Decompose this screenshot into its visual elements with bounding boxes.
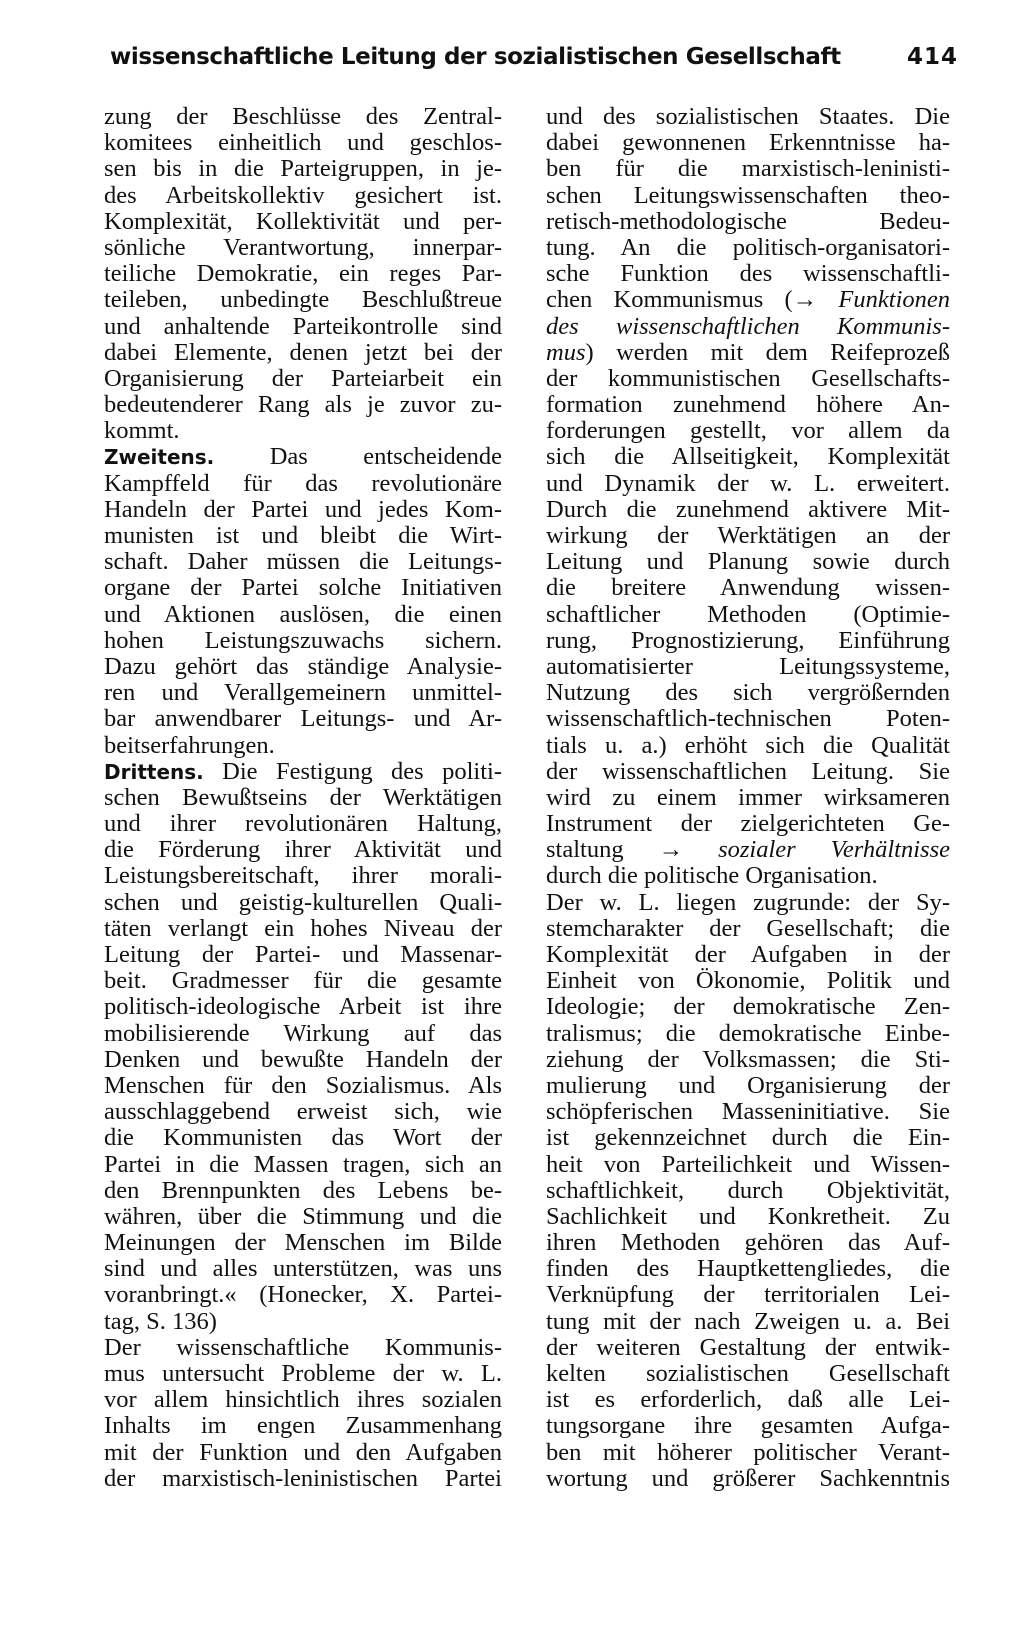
- text-line: [104, 1282, 502, 1308]
- text-line: [546, 1099, 950, 1125]
- text-segment: wirkung der Werktätigen an der: [546, 523, 950, 549]
- text-line: [104, 1335, 502, 1361]
- text-segment: tials u. a.) erhöht sich die Qualität: [546, 732, 950, 759]
- text-line: [104, 1152, 502, 1178]
- text-segment: staltung →: [546, 837, 719, 864]
- text-segment: wortung und größerer Sachkenntnis: [546, 1465, 950, 1492]
- text-line: [546, 104, 950, 130]
- text-line: [104, 759, 502, 785]
- text-line: [546, 1440, 950, 1466]
- text-segment: ben für die marxistisch-leninisti-: [546, 156, 950, 183]
- section-keyword: Drittens.: [104, 759, 204, 784]
- text-segment: währen, über die Stimmung und die: [104, 1203, 502, 1230]
- text-line: [104, 602, 502, 628]
- text-line: [104, 994, 502, 1020]
- text-line: [546, 366, 950, 392]
- text-line: [104, 785, 502, 811]
- text-line: [546, 183, 950, 209]
- text-line: [546, 628, 950, 654]
- text-segment: schaftlichkeit, durch Objektivität,: [546, 1177, 950, 1204]
- text-segment: ausschlaggebend erweist sich, wie: [104, 1099, 502, 1126]
- text-line: [546, 837, 950, 863]
- text-line: [104, 104, 502, 130]
- text-segment: automatisierter Leitungssysteme,: [546, 653, 950, 680]
- text-line: [546, 942, 950, 968]
- text-segment: chen Kommunismus (→: [546, 287, 839, 314]
- text-segment: Verknüpfung der territorialen Lei-: [546, 1282, 950, 1309]
- text-segment: Organisierung der Parteiarbeit ein: [104, 365, 502, 392]
- text-line: [104, 733, 502, 759]
- text-line: [546, 1073, 950, 1099]
- text-segment: und ihrer revolutionären Haltung,: [104, 811, 502, 838]
- text-line: [546, 261, 950, 287]
- text-segment: bar anwendbarer Leitungs- und Ar-: [104, 706, 502, 733]
- text-segment: forderungen gestellt, vor allem da: [546, 418, 950, 445]
- text-segment: täten verlangt ein hohes Niveau der: [104, 915, 502, 942]
- text-segment: ) werden mit dem Reifeprozeß: [585, 339, 950, 366]
- text-segment: stemcharakter der Gesellschaft; die: [546, 915, 950, 942]
- text-line: [104, 183, 502, 209]
- text-line: [546, 1178, 950, 1204]
- text-segment: wissenschaftlich-technischen Poten-: [546, 706, 950, 733]
- text-line: [546, 654, 950, 680]
- text-line: [104, 1125, 502, 1151]
- cross-reference: des wissenschaftlichen Kommunis-: [546, 313, 950, 340]
- text-line: [104, 1204, 502, 1230]
- text-line: [104, 575, 502, 601]
- text-segment: mus untersucht Probleme der w. L.: [104, 1361, 502, 1387]
- text-line: [546, 785, 950, 811]
- text-line: [546, 1021, 950, 1047]
- text-segment: schen Leitungswissenschaften theo-: [546, 182, 950, 209]
- text-segment: teileben, unbedingte Beschlußtreue: [104, 287, 502, 314]
- text-line: [546, 811, 950, 837]
- text-line: [546, 130, 950, 156]
- text-line: [546, 1152, 950, 1178]
- text-line: [546, 575, 950, 601]
- text-line: [546, 1204, 950, 1230]
- text-segment: der marxistisch-leninistischen Partei: [104, 1465, 502, 1492]
- text-line: [104, 863, 502, 889]
- text-line: [546, 1387, 950, 1413]
- text-segment: schaft. Daher müssen die Leitungs-: [104, 549, 502, 576]
- text-segment: Nutzung des sich vergrößernden: [546, 680, 950, 707]
- text-line: [104, 1021, 502, 1047]
- text-segment: tag, S. 136): [104, 1308, 217, 1335]
- text-line: [546, 549, 950, 575]
- text-segment: Der w. L. liegen zugrunde: der Sy-: [546, 889, 950, 916]
- text-segment: ziehung der Volksmassen; die Sti-: [546, 1046, 950, 1073]
- text-segment: ren und Verallgemeinern unmittel-: [104, 680, 502, 707]
- text-line: [104, 916, 502, 942]
- text-line: [104, 654, 502, 680]
- text-segment: tung. An die politisch-organisatori-: [546, 234, 950, 261]
- text-segment: Das entscheidende: [214, 444, 502, 471]
- text-segment: hohen Leistungszuwachs sichern.: [104, 627, 502, 654]
- text-line: [546, 235, 950, 261]
- text-line: [104, 1309, 502, 1335]
- text-line: [104, 366, 502, 392]
- text-segment: Sachlichkeit und Konkretheit. Zu: [546, 1203, 950, 1230]
- text-segment: organe der Partei solche Initiativen: [104, 575, 502, 602]
- cross-reference: mus: [546, 339, 586, 366]
- text-line: [546, 1047, 950, 1073]
- text-line: [104, 1099, 502, 1125]
- text-segment: Instrument der zielgerichteten Ge-: [546, 811, 950, 838]
- text-segment: sich die Allseitigkeit, Komplexität: [546, 444, 950, 471]
- text-segment: komitees einheitlich und geschlos-: [104, 130, 502, 157]
- text-line: [546, 287, 950, 313]
- text-segment: finden des Hauptkettengliedes, die: [546, 1256, 950, 1283]
- text-line: [104, 287, 502, 313]
- text-line: [104, 1047, 502, 1073]
- text-segment: Inhalts im engen Zusammenhang: [104, 1413, 502, 1440]
- text-line: [546, 523, 950, 549]
- text-line: [546, 1466, 950, 1492]
- text-line: [546, 706, 950, 732]
- text-segment: Leitung der Partei- und Massenar-: [104, 942, 502, 968]
- text-line: [104, 1256, 502, 1282]
- text-segment: Komplexität der Aufgaben in der: [546, 942, 950, 968]
- text-line: [546, 497, 950, 523]
- text-segment: und anhaltende Parteikontrolle sind: [104, 313, 502, 340]
- text-segment: die breitere Anwendung wissen-: [546, 575, 950, 602]
- text-line: [546, 1256, 950, 1282]
- text-segment: dabei Elemente, denen jetzt bei der: [104, 339, 502, 366]
- text-segment: Menschen für den Sozialismus. Als: [104, 1072, 502, 1099]
- text-segment: zung der Beschlüsse des Zentral-: [104, 104, 502, 130]
- text-line: [104, 1387, 502, 1413]
- text-segment: schöpferischen Masseninitiative. Sie: [546, 1099, 950, 1126]
- text-line: [104, 968, 502, 994]
- text-segment: die Förderung ihrer Aktivität und: [104, 837, 502, 864]
- text-line: [546, 444, 950, 470]
- text-segment: Dazu gehört das ständige Analysie-: [104, 653, 502, 680]
- text-segment: Die Festigung des politi-: [203, 758, 502, 785]
- text-line: [104, 811, 502, 837]
- text-segment: ben mit höherer politischer Verant-: [546, 1439, 950, 1466]
- text-line: [104, 890, 502, 916]
- text-line: [546, 314, 950, 340]
- text-segment: Ideologie; der demokratische Zen-: [546, 994, 950, 1021]
- text-line: [104, 1361, 502, 1387]
- text-segment: der weiteren Gestaltung der entwik-: [546, 1334, 950, 1361]
- text-line: [546, 156, 950, 182]
- text-segment: und Dynamik der w. L. erweitert.: [546, 470, 950, 497]
- text-segment: ist es erforderlich, daß alle Lei-: [546, 1387, 950, 1414]
- text-line: [104, 549, 502, 575]
- text-line: [546, 340, 950, 366]
- page-number: 414: [906, 44, 958, 70]
- text-segment: wird zu einem immer wirksameren: [546, 784, 950, 811]
- text-segment: bedeutenderer Rang als je zuvor zu-: [104, 392, 502, 419]
- text-line: [104, 209, 502, 235]
- text-segment: schaftlicher Methoden (Optimie-: [546, 601, 950, 628]
- text-segment: vor allem hinsichtlich ihres sozialen: [104, 1387, 502, 1414]
- text-segment: formation zunehmend höhere An-: [546, 392, 950, 419]
- text-segment: retisch-methodologische Bedeu-: [546, 208, 950, 235]
- text-line: [104, 523, 502, 549]
- text-line: [104, 1413, 502, 1439]
- text-line: [104, 418, 502, 444]
- text-segment: tralismus; die demokratische Einbe-: [546, 1020, 950, 1047]
- text-line: [104, 156, 502, 182]
- text-line: [546, 1413, 950, 1439]
- text-segment: Partei in die Massen tragen, sich an: [104, 1151, 502, 1178]
- text-line: [104, 942, 502, 968]
- text-line: [104, 1230, 502, 1256]
- text-line: [104, 706, 502, 732]
- left-text-column: [104, 104, 502, 1492]
- text-segment: tungsorgane ihre gesamten Aufga-: [546, 1413, 950, 1440]
- text-segment: Denken und bewußte Handeln der: [104, 1046, 502, 1073]
- text-segment: Leitung und Planung sowie durch: [546, 549, 950, 576]
- text-segment: die Kommunisten das Wort der: [104, 1125, 502, 1152]
- text-line: [546, 1282, 950, 1308]
- text-line: [546, 1230, 950, 1256]
- text-segment: beitserfahrungen.: [104, 732, 275, 759]
- text-line: [104, 1440, 502, 1466]
- text-segment: dabei gewonnenen Erkenntnisse ha-: [546, 130, 950, 157]
- text-segment: mit der Funktion und den Aufgaben: [104, 1439, 502, 1466]
- text-line: [546, 1125, 950, 1151]
- text-line: [104, 837, 502, 863]
- text-line: [104, 130, 502, 156]
- text-line: [546, 916, 950, 942]
- text-segment: munisten ist und bleibt die Wirt-: [104, 523, 502, 549]
- text-segment: Handeln der Partei und jedes Kom-: [104, 496, 502, 523]
- text-segment: politisch-ideologische Arbeit ist ihre: [104, 994, 502, 1021]
- text-segment: Einheit von Ökonomie, Politik und: [546, 968, 950, 995]
- text-line: [104, 1466, 502, 1492]
- text-line: [546, 863, 950, 889]
- cross-reference: Funktionen: [838, 287, 950, 314]
- text-line: [104, 444, 502, 470]
- running-header-title: wissenschaftliche Leitung der sozialistischen Gesellschaft: [110, 44, 841, 70]
- text-line: [104, 497, 502, 523]
- text-segment: Durch die zunehmend aktivere Mit-: [546, 496, 950, 523]
- running-header: [110, 44, 958, 84]
- text-line: [104, 680, 502, 706]
- text-line: [546, 209, 950, 235]
- text-segment: tung mit der nach Zweigen u. a. Bei: [546, 1308, 950, 1335]
- text-segment: teiliche Demokratie, ein reges Par-: [104, 261, 502, 288]
- text-segment: Komplexität, Kollektivität und per-: [104, 208, 502, 235]
- text-segment: und Aktionen auslösen, die einen: [104, 601, 502, 628]
- text-segment: sind und alles unterstützen, was uns: [104, 1256, 502, 1283]
- text-line: [546, 1335, 950, 1361]
- text-segment: rung, Prognostizierung, Einführung: [546, 627, 950, 654]
- text-segment: voranbringt.« (Honecker, X. Partei-: [104, 1282, 502, 1309]
- text-segment: Der wissenschaftliche Kommunis-: [104, 1334, 502, 1361]
- text-line: [104, 1178, 502, 1204]
- text-line: [546, 1361, 950, 1387]
- text-segment: der wissenschaftlichen Leitung. Sie: [546, 758, 950, 785]
- text-segment: beit. Gradmesser für die gesamte: [104, 968, 502, 995]
- text-line: [104, 314, 502, 340]
- text-segment: Kampffeld für das revolutionäre: [104, 470, 502, 497]
- text-line: [104, 471, 502, 497]
- text-segment: der kommunistischen Gesellschafts-: [546, 365, 950, 392]
- text-segment: Meinungen der Menschen im Bilde: [104, 1230, 502, 1257]
- text-line: [104, 392, 502, 418]
- text-segment: ihren Methoden gehören das Auf-: [546, 1230, 950, 1257]
- cross-reference: sozialer Verhältnisse: [718, 837, 950, 864]
- text-segment: sche Funktion des wissenschaftli-: [546, 261, 950, 288]
- text-segment: heit von Parteilichkeit und Wissen-: [546, 1151, 950, 1178]
- text-segment: schen Bewußtseins der Werktätigen: [104, 784, 502, 811]
- text-line: [546, 680, 950, 706]
- text-segment: schen und geistig-kulturellen Quali-: [104, 889, 502, 916]
- text-line: [546, 392, 950, 418]
- text-line: [546, 968, 950, 994]
- text-line: [546, 418, 950, 444]
- text-line: [546, 602, 950, 628]
- text-segment: mulierung und Organisierung der: [546, 1072, 950, 1099]
- text-segment: kommt.: [104, 418, 180, 445]
- text-segment: durch die politische Organisation.: [546, 863, 878, 890]
- section-keyword: Zweitens.: [104, 445, 215, 470]
- text-line: [546, 994, 950, 1020]
- right-text-column: [546, 104, 950, 1492]
- text-line: [546, 890, 950, 916]
- text-line: [546, 759, 950, 785]
- text-segment: und des sozialistischen Staates. Die: [546, 104, 950, 130]
- text-line: [104, 340, 502, 366]
- text-line: [104, 1073, 502, 1099]
- text-segment: sönliche Verantwortung, innerpar-: [104, 234, 502, 261]
- text-line: [546, 471, 950, 497]
- text-segment: Leistungsbereitschaft, ihrer morali-: [104, 863, 502, 890]
- text-segment: den Brennpunkten des Lebens be-: [104, 1177, 502, 1204]
- text-line: [104, 235, 502, 261]
- text-segment: kelten sozialistischen Gesellschaft: [546, 1361, 950, 1387]
- text-line: [546, 1309, 950, 1335]
- text-line: [104, 628, 502, 654]
- text-line: [546, 733, 950, 759]
- text-segment: ist gekennzeichnet durch die Ein-: [546, 1125, 950, 1152]
- text-segment: sen bis in die Parteigruppen, in je-: [104, 156, 502, 183]
- text-segment: des Arbeitskollektiv gesichert ist.: [104, 182, 502, 209]
- text-line: [104, 261, 502, 287]
- text-segment: mobilisierende Wirkung auf das: [104, 1020, 502, 1047]
